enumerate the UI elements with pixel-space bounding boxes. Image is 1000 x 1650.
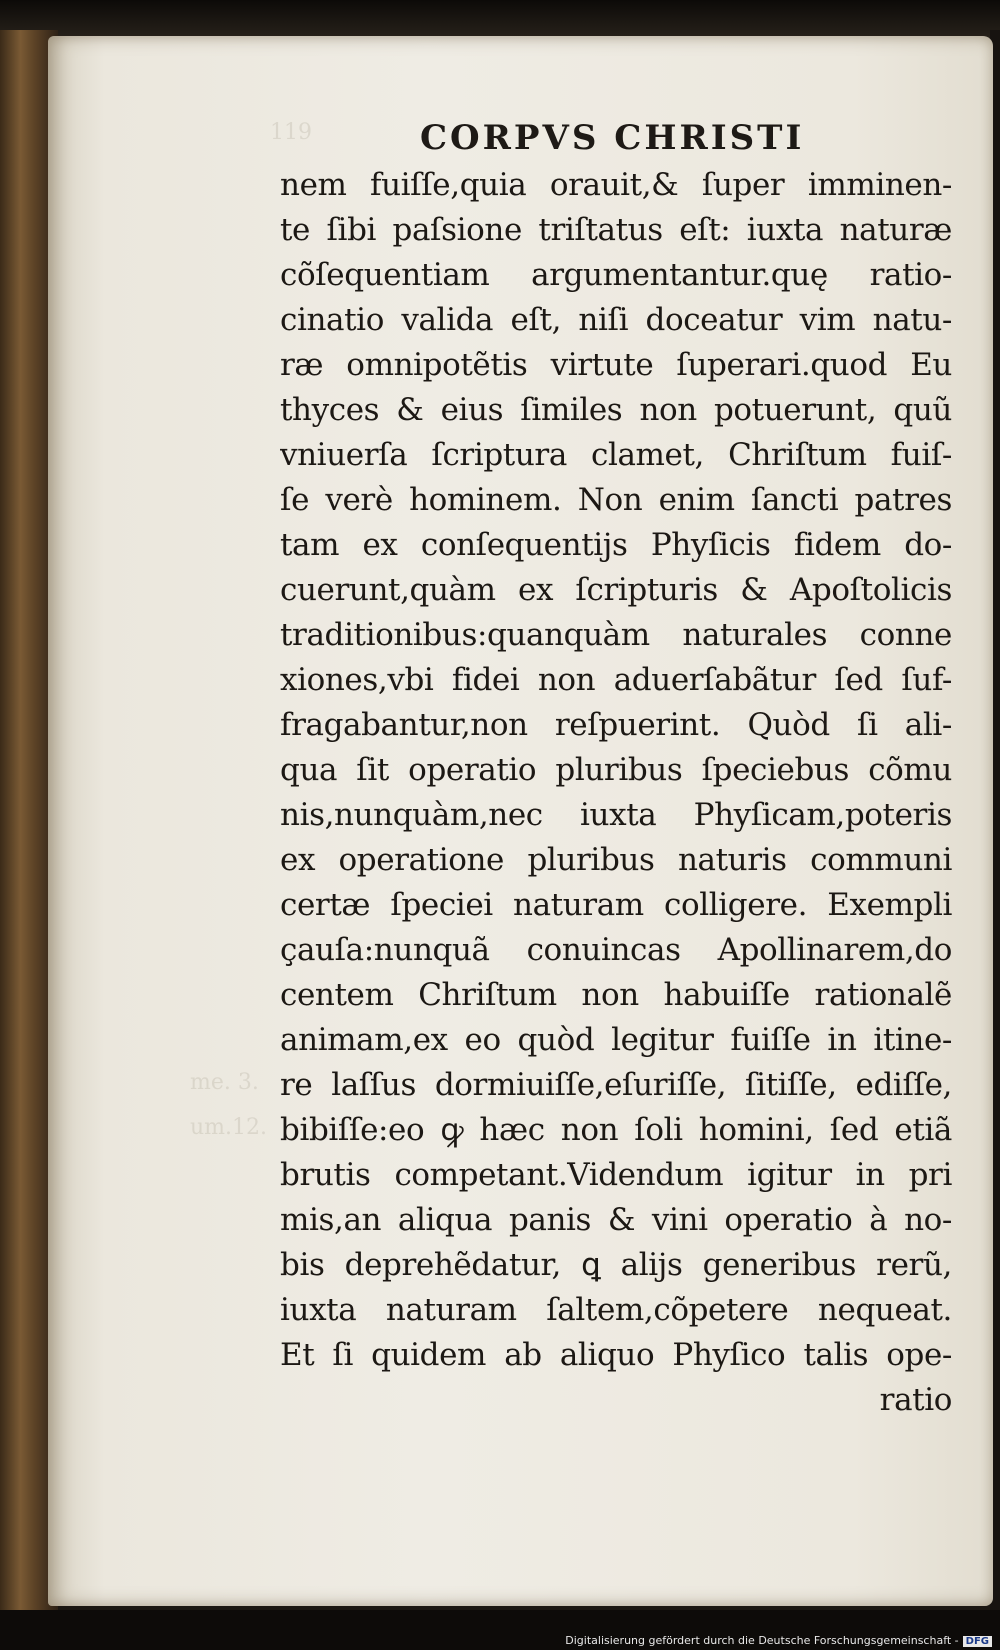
text-line: traditionibus:quanquàm naturales conne bbox=[280, 617, 952, 653]
text-line: Et ſi quidem ab aliquo Phyſico talis ope- bbox=[280, 1337, 952, 1373]
text-line: bibiſſe:eo ꝙ hæc non ſoli homini, ſed etiã bbox=[280, 1112, 952, 1148]
text-line: thyces & eius ſimiles non potuerunt, quũ bbox=[280, 392, 952, 428]
text-line: xiones,vbi fidei non aduerſabãtur ſed ſuf- bbox=[280, 662, 952, 698]
text-line: cinatio valida eſt, niſi doceatur vim natu- bbox=[280, 302, 952, 338]
text-line: animam,ex eo quòd legitur fuiſſe in itine- bbox=[280, 1022, 952, 1058]
text-line: çauſa:nunquã conuincas Apollinarem,do bbox=[280, 932, 952, 968]
credit-text: Digitalisierung gefördert durch die Deutsche Forschungsgemeinschaft - bbox=[565, 1634, 959, 1647]
text-line: te ſibi paſsione triſtatus eſt: iuxta naturæ bbox=[280, 212, 952, 248]
digitization-credit bbox=[565, 1634, 992, 1647]
text-line: cõſequentiam argumentantur.quę ratio- bbox=[280, 257, 952, 293]
text-line: nem fuiſſe,quia orauit,& ſuper imminen- bbox=[280, 167, 952, 203]
text-line: brutis competant.Videndum igitur in pri bbox=[280, 1157, 952, 1193]
text-line: ſe verè hominem. Non enim ſancti patres bbox=[280, 482, 952, 518]
text-line: bis deprehẽdatur, ꝗ alijs generibus rerũ, bbox=[280, 1247, 952, 1283]
text-line: certæ ſpeciei naturam colligere. Exempli bbox=[280, 887, 952, 923]
text-line: nis,nunquàm,nec iuxta Phyſicam,poteris bbox=[280, 797, 952, 833]
text-line: mis,an aliqua panis & vini operatio à no- bbox=[280, 1202, 952, 1238]
text-line: iuxta naturam ſaltem,cõpetere nequeat. bbox=[280, 1292, 952, 1328]
bleed-through-mark: 119 bbox=[270, 120, 312, 145]
text-line: ex operatione pluribus naturis communi bbox=[280, 842, 952, 878]
text-line: tam ex conſequentijs Phyſicis fidem do- bbox=[280, 527, 952, 563]
text-line: re laſſus dormiuiſſe,eſuriſſe, ſitiſſe, ediſſe, bbox=[280, 1067, 952, 1103]
bleed-through-mark: me. 3. bbox=[190, 1070, 259, 1095]
text-line: vniuerſa ſcriptura clamet, Chriſtum fuiſ- bbox=[280, 437, 952, 473]
text-line: fragabantur,non reſpuerint. Quòd ſi ali- bbox=[280, 707, 952, 743]
text-line: qua ſit operatio pluribus ſpeciebus cõmu bbox=[280, 752, 952, 788]
catchword: ratio bbox=[879, 1382, 952, 1418]
text-line: centem Chriſtum non habuiſſe rationalẽ bbox=[280, 977, 952, 1013]
dfg-logo: DFG bbox=[963, 1636, 992, 1647]
bleed-through-mark: um.12. bbox=[190, 1115, 268, 1140]
body-text bbox=[280, 163, 952, 1423]
running-head: CORPVS CHRISTI bbox=[420, 118, 805, 158]
text-line: ræ omnipotẽtis virtute ſuperari.quod Eu bbox=[280, 347, 952, 383]
text-line: cuerunt,quàm ex ſcripturis & Apoſtolicis bbox=[280, 572, 952, 608]
